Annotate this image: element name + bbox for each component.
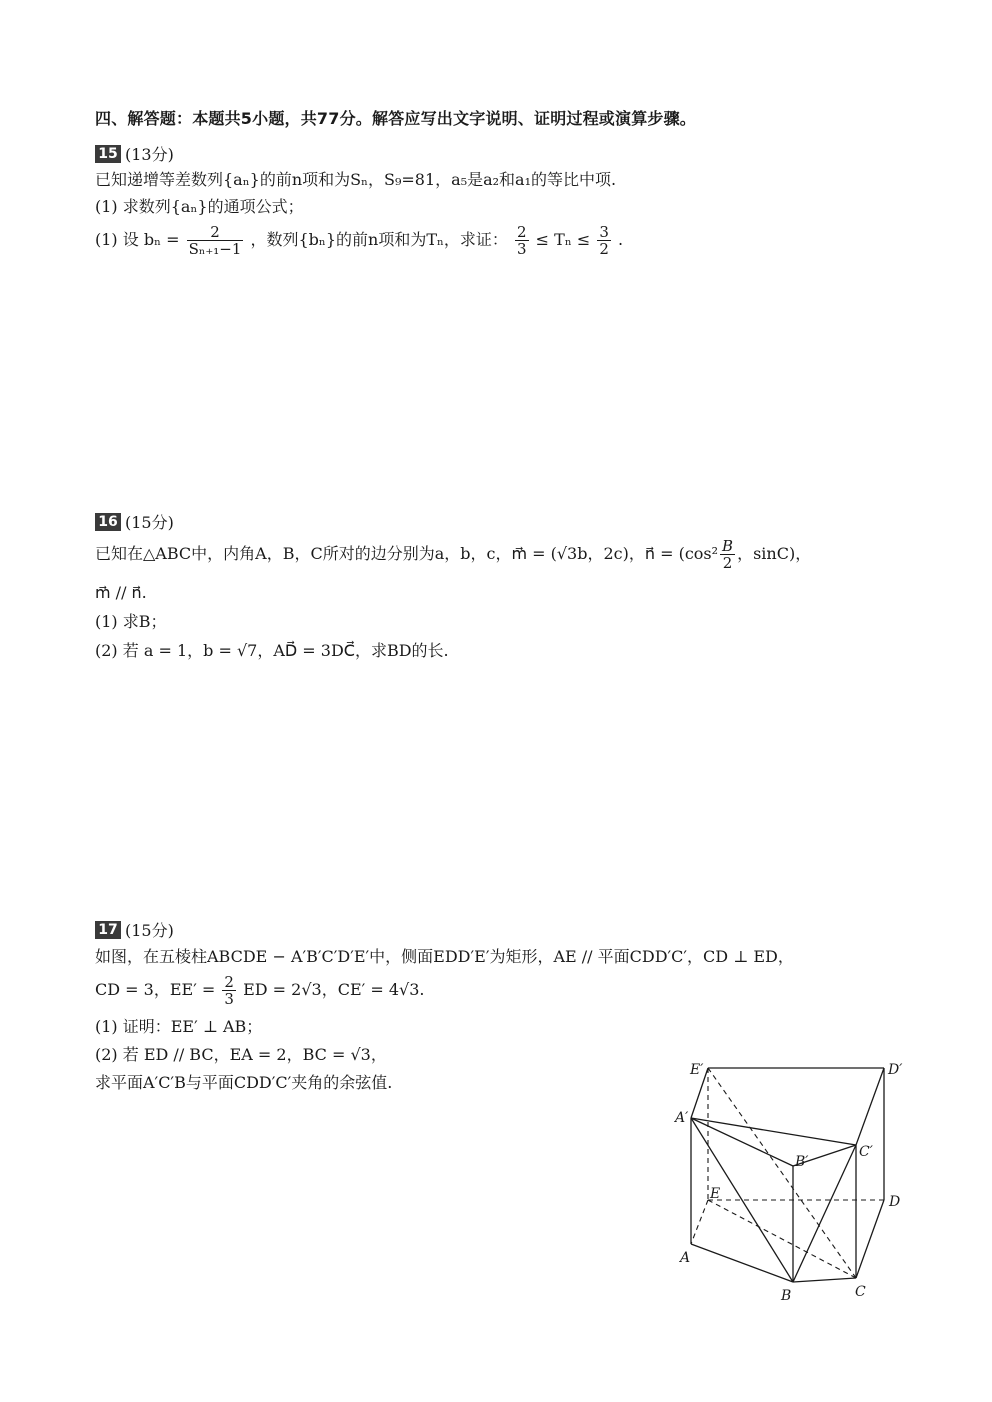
q16-stem-a: 已知在△ABC中，内角A，B，C所对的边分别为a，b，c，m⃗ = (√3b，2c)，n⃗ = (cos² xyxy=(95,544,719,563)
q15-number-badge: 15 xyxy=(95,145,121,163)
q15-left-bound-fraction xyxy=(515,224,529,257)
q15-bn-fraction xyxy=(187,224,244,257)
label-C: C xyxy=(855,1284,866,1300)
label-A: A xyxy=(680,1250,691,1266)
q15-part2-prefix: (1) 设 bₙ = xyxy=(95,230,180,249)
q16-number-badge: 16 xyxy=(95,513,121,531)
label-D: D xyxy=(889,1194,901,1210)
edge-D1C1 xyxy=(856,1068,884,1145)
q16-stem-b: ，sinC)， xyxy=(737,544,812,563)
q15-stem: 已知递增等差数列{aₙ}的前n项和为Sₙ，S₉=81，a₅是a₂和a₁的等比中项. xyxy=(95,170,617,189)
q15-part2-mid: ，数列{bₙ}的前n项和为Tₙ，求证： xyxy=(250,230,508,249)
hidden-edge-EC xyxy=(708,1200,856,1278)
hidden-edge-E1C xyxy=(708,1068,856,1278)
q17-part1: (1) 证明：EE′ ⊥ AB； xyxy=(95,1017,263,1036)
edge-AB xyxy=(691,1244,793,1282)
q15-header xyxy=(95,142,174,165)
q15-left-denominator: 3 xyxy=(517,240,527,258)
q15-right-denominator: 2 xyxy=(599,240,609,258)
q17-frac-numerator: 2 xyxy=(224,973,234,991)
q17-stem-b-post: ED = 2√3，CE′ = 4√3. xyxy=(243,980,425,999)
q15-score: (13分) xyxy=(125,145,174,164)
q15-part1: (1) 求数列{aₙ}的通项公式； xyxy=(95,197,304,216)
q17-score: (15分) xyxy=(125,921,174,940)
q17-frac-denominator: 3 xyxy=(224,990,234,1008)
label-C1: C′ xyxy=(859,1144,873,1160)
edge-CD xyxy=(856,1200,884,1278)
q17-part2: (2) 若 ED // BC，EA = 2，BC = √3， xyxy=(95,1045,387,1064)
q16-frac-denominator: 2 xyxy=(722,554,733,572)
label-B: B xyxy=(781,1288,792,1304)
q16-half-angle-fraction xyxy=(720,538,735,571)
q17-fraction xyxy=(222,974,236,1007)
edge-BC xyxy=(793,1278,856,1282)
q16-header xyxy=(95,510,174,533)
label-A1: A′ xyxy=(675,1110,689,1126)
section-title: 四、解答题：本题共5小题，共77分。解答应写出文字说明、证明过程或演算步骤。 xyxy=(95,109,696,128)
q16-score: (15分) xyxy=(125,513,174,532)
q16-part1: (1) 求B； xyxy=(95,612,167,631)
q15-part2 xyxy=(95,222,623,258)
hidden-edge-EA xyxy=(691,1200,708,1244)
q17-stem-b xyxy=(95,970,424,1010)
q17-stem-a: 如图，在五棱柱ABCDE − A′B′C′D′E′中，侧面EDD′E′为矩形，AE // 平面CDD′C′，CD ⊥ ED， xyxy=(95,947,794,966)
q15-right-bound-fraction xyxy=(597,224,611,257)
q16-stem-c: m⃗ // n⃗. xyxy=(95,583,147,602)
edge-A1C1 xyxy=(691,1118,856,1145)
q16-frac-numerator: B xyxy=(722,537,734,555)
q16-part2: (2) 若 a = 1，b = √7，AD⃗ = 3DC⃗，求BD的长. xyxy=(95,641,449,660)
label-D1: D′ xyxy=(888,1062,903,1078)
q17-part2b: 求平面A′C′B与平面CDD′C′夹角的余弦值. xyxy=(95,1073,393,1092)
q17-stem-b-pre: CD = 3，EE′ = xyxy=(95,980,216,999)
q15-part2-end: . xyxy=(617,230,624,249)
label-B1: B′ xyxy=(795,1154,809,1170)
q15-bn-numerator: 2 xyxy=(187,224,244,241)
label-E1: E′ xyxy=(690,1062,704,1078)
q16-stem xyxy=(95,534,811,574)
q15-left-numerator: 2 xyxy=(517,223,527,241)
q15-inequality: ≤ Tₙ ≤ xyxy=(535,230,591,249)
prism-figure xyxy=(664,1050,914,1310)
q15-right-numerator: 3 xyxy=(599,223,609,241)
q17-number-badge: 17 xyxy=(95,921,121,939)
label-E: E xyxy=(710,1186,721,1202)
q15-bn-denominator: Sₙ₊₁−1 xyxy=(188,240,242,258)
q17-header xyxy=(95,918,174,941)
